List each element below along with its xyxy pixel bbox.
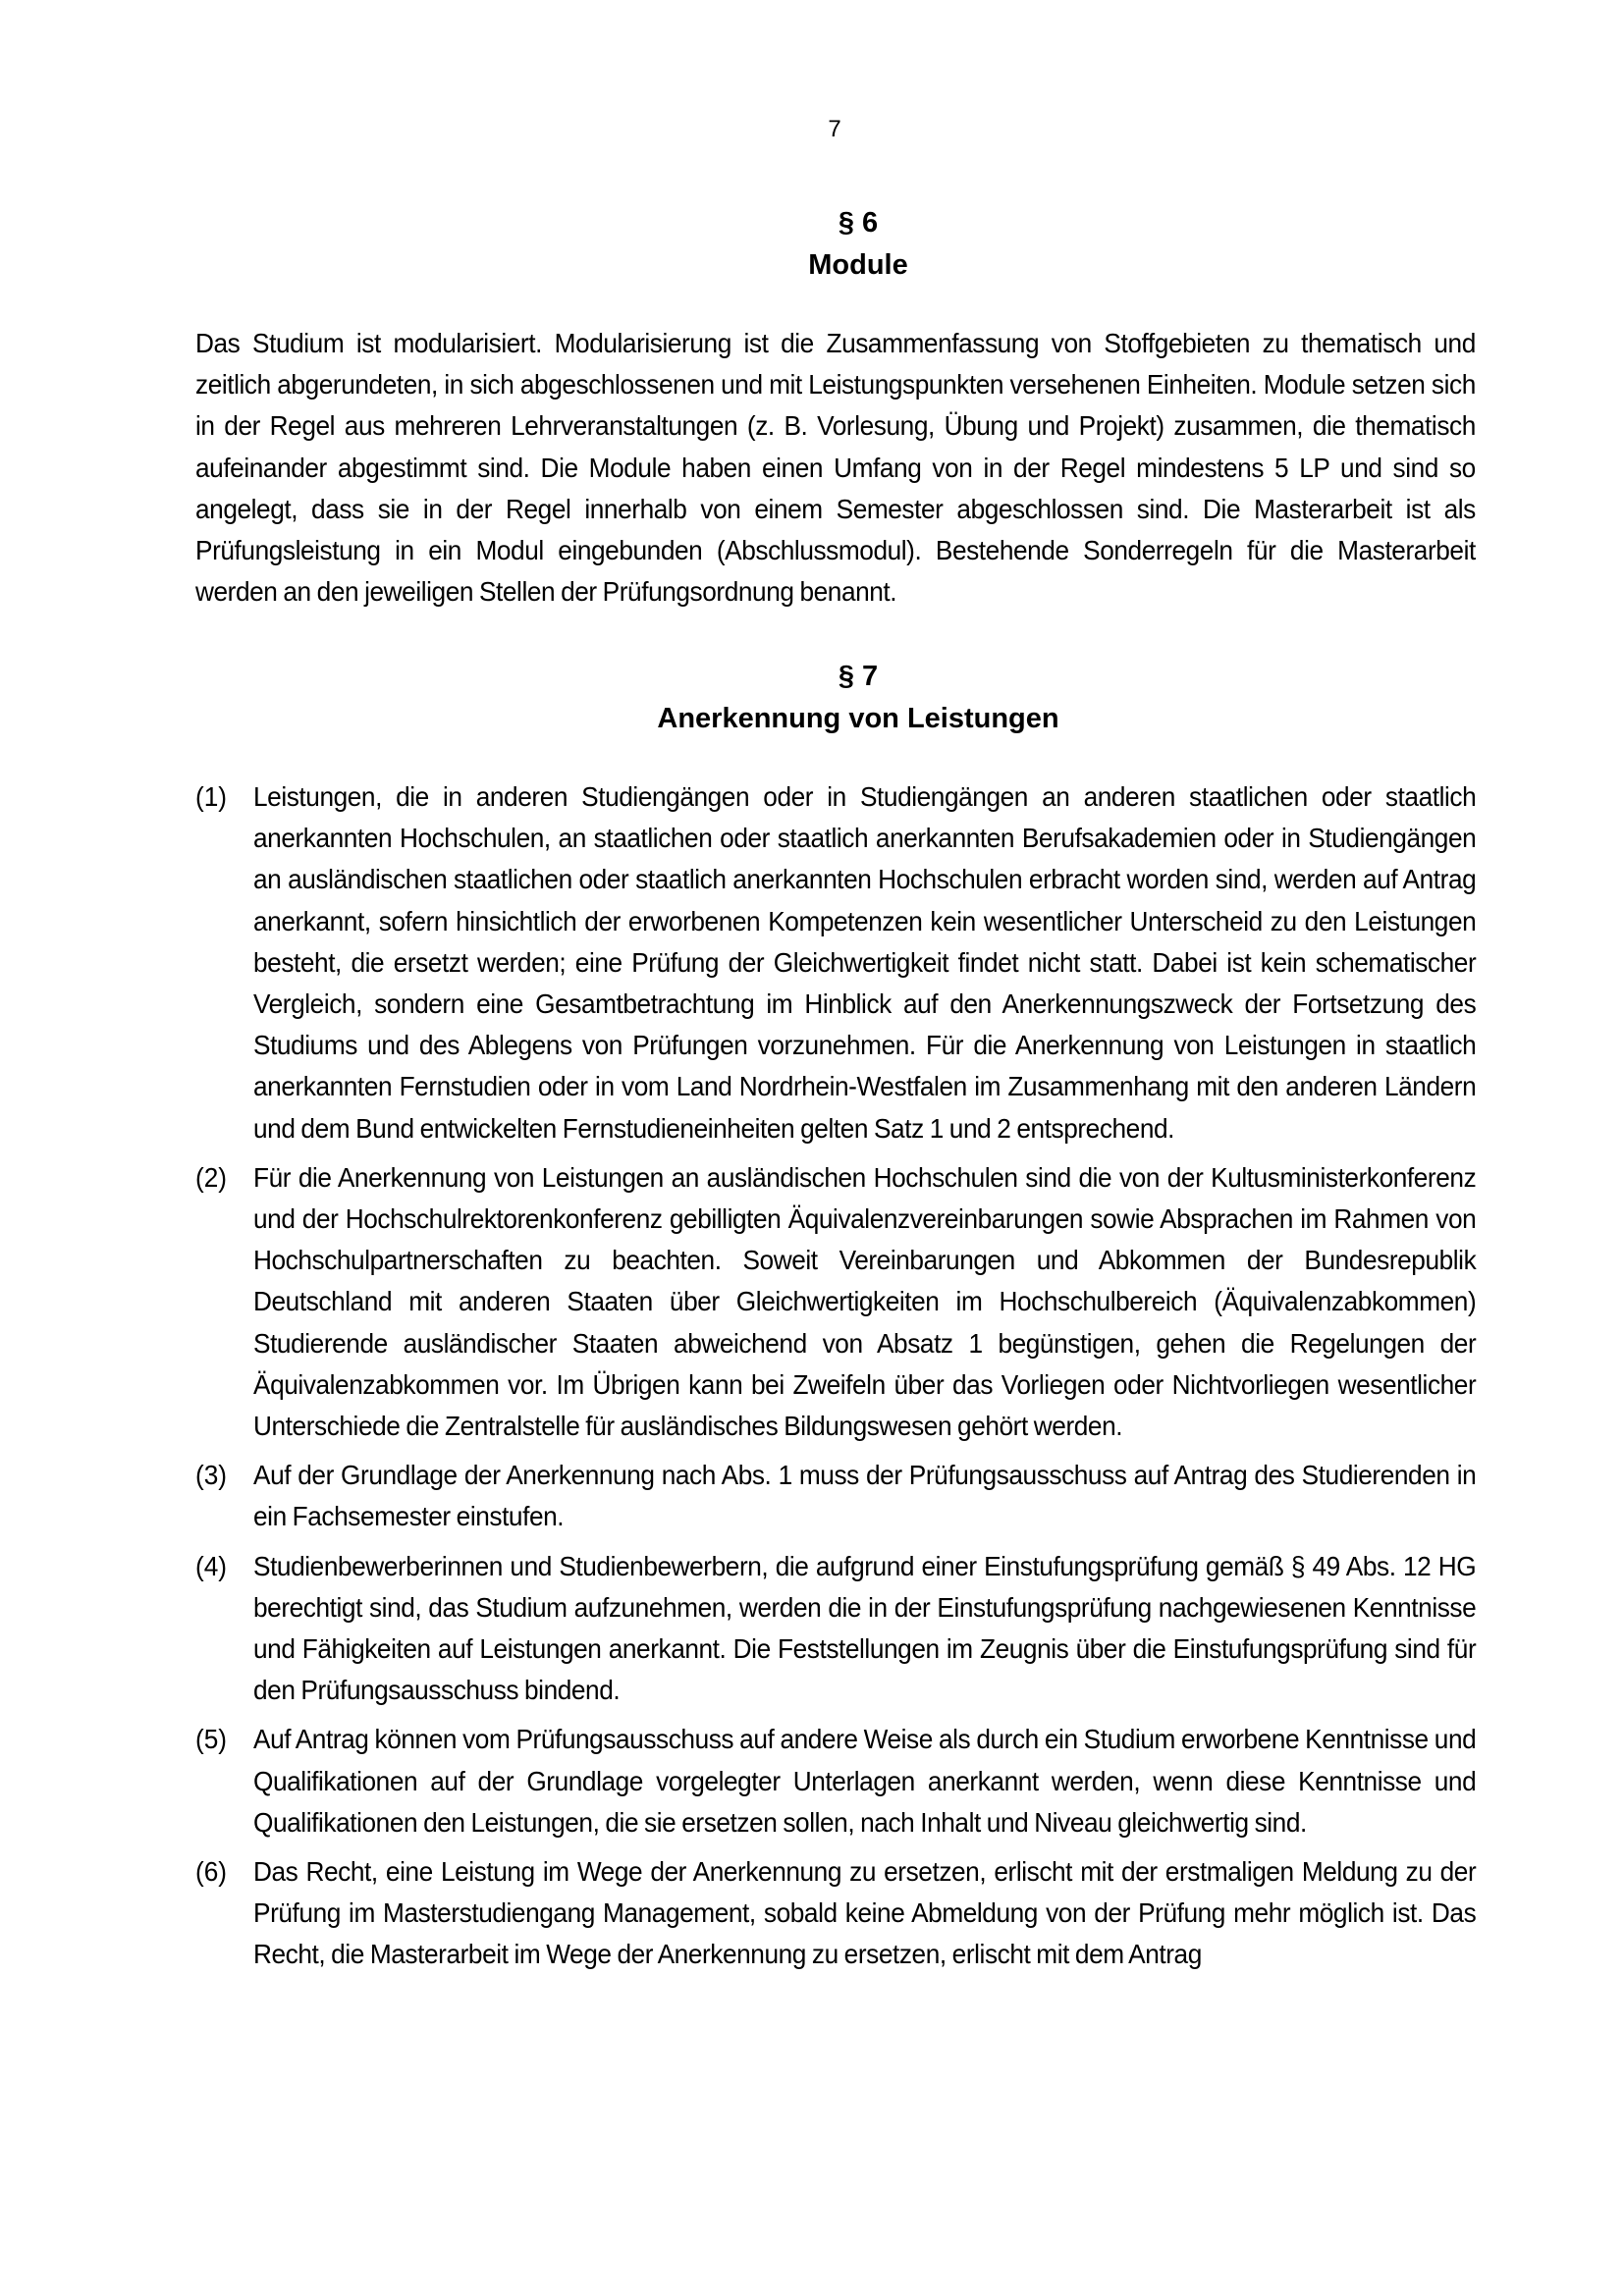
item-number: (6) [195,1855,228,1888]
item-text: Leistungen, die in anderen Studiengängen oder in Studiengängen an anderen staatlichen oder staatlich anerkannten Hochschulen, an staatlichen oder staatlich anerkannten Berufsakademien oder in Studiengängen an ausländischen staatlichen oder staatlich anerkannten Hochschulen erbracht worden sind, werden auf Antrag anerkannt, sofern hinsichtlich der erworbenen Kompetenzen kein wesentlicher Unterscheid zu den Leistungen besteht, die ersetzt werden; eine Prüfung der Gleichwertigkeit findet nicht statt. Dabei ist kein schematischer Vergleich, sondern eine Gesamtbetrachtung im Hinblick auf den Anerkennungszweck der Fortsetzung des Studiums und des Ablegens von Prüfungen vorzunehmen. Für die Anerkennung von Leistungen in staatlich anerkannten Fernstudien oder in vom Land Nordrhein-Westfalen im Zusammenhang mit den anderen Ländern und dem Bund entwickelten Fernstudieneinheiten gelten Satz 1 und 2 entsprechend. [253,780,1477,1144]
section-6 [195,202,1476,287]
page-number: 7 [828,116,841,142]
section-7 [195,656,1476,740]
list-item [195,1545,1476,1711]
item-text: Auf Antrag können vom Prüfungsausschuss auf andere Weise als durch ein Studium erworbene Kenntnisse und Qualifikationen auf der Grundlage vorgelegter Unterlagen anerkannt werden, wenn diese Kenntnisse und Qualifikationen den Leistungen, die sie ersetzen sollen, nach Inhalt und Niveau gleichwertig sind. [253,1723,1477,1838]
list-item [195,1850,1476,1975]
item-text: Studienbewerberinnen und Studienbewerbern, die aufgrund einer Einstufungsprüfung gemäß § 49 Abs. 12 HG berechtigt sind, das Studium aufzunehmen, werden die in der Einstufungsprüfung nachgewiesenen Kenntnisse und Fähigkeiten auf Leistungen anerkannt. Die Feststellungen im Zeugnis über die Einstufungsprüfung sind für den Prüfungsausschuss bindend. [253,1549,1477,1706]
list-item [195,775,1476,1148]
item-number: (1) [195,780,228,812]
list-item [195,1718,1476,1842]
item-text: Auf der Grundlage der Anerkennung nach Abs. 1 muss der Prüfungsausschuss auf Antrag des Studierenden in ein Fachsemester einstufen. [253,1459,1477,1532]
item-number: (3) [195,1459,228,1491]
section-7-number: § 7 [838,661,879,692]
section-6-title: Module [808,249,908,281]
list-item [195,1454,1476,1536]
list-item [195,1156,1476,1446]
section-6-number: § 6 [838,207,879,239]
section-7-body [195,775,1476,1983]
item-text: Für die Anerkennung von Leistungen an ausländischen Hochschulen sind die von der Kultusministerkonferenz und der Hochschulrektorenkonferenz gebilligten Äquivalenzvereinbarungen sowie Absprachen im Rahmen von Hochschulpartnerschaften zu beachten. Soweit Vereinbarungen und Abkommen der Bundesrepublik Deutschland mit anderen Staaten über Gleichwertigkeiten im Hochschulbereich (Äquivalenzabkommen) Studierende ausländischer Staaten abweichend von Absatz 1 begünstigen, gehen die Regelungen der Äquivalenzabkommen vor. Im Übrigen kann bei Zweifeln über das Vorliegen oder Nichtvorliegen wesentlicher Unterschiede die Zentralstelle für ausländisches Bildungswesen gehört werden. [253,1160,1477,1442]
section-7-list [195,775,1476,1975]
section-6-body [195,322,1476,612]
section-7-title: Anerkennung von Leistungen [657,703,1059,734]
item-number: (4) [195,1549,228,1581]
item-text: Das Recht, eine Leistung im Wege der Anerkennung zu ersetzen, erlischt mit der erstmaligen Meldung zu der Prüfung im Masterstudiengang Management, sobald keine Abmeldung von der Prüfung mehr möglich ist. Das Recht, die Masterarbeit im Wege der Anerkennung zu ersetzen, erlischt mit dem Antrag [253,1855,1477,1970]
section-6-paragraph: Das Studium ist modularisiert. Modularisierung ist die Zusammenfassung von Stoffgebieten zu thematisch und zeitlich abgerundeten, in sich abgeschlossenen und mit Leistungspunkten versehenen Einheiten. Module setzen sich in der Regel aus mehreren Lehrveranstaltungen (z. B. Vorlesung, Übung und Projekt) zusammen, die thematisch aufeinander abgestimmt sind. Die Module haben einen Umfang von in der Regel mindestens 5 LP und sind so angelegt, dass sie in der Regel innerhalb von einem Semester abgeschlossen sind. Die Masterarbeit ist als Prüfungsleistung in ein Modul eingebunden (Abschlussmodul). Bestehende Sonderregeln für die Masterarbeit werden an den jeweiligen Stellen der Prüfungsordnung benannt. [195,327,1476,608]
item-number: (2) [195,1160,228,1193]
item-number: (5) [195,1723,228,1755]
